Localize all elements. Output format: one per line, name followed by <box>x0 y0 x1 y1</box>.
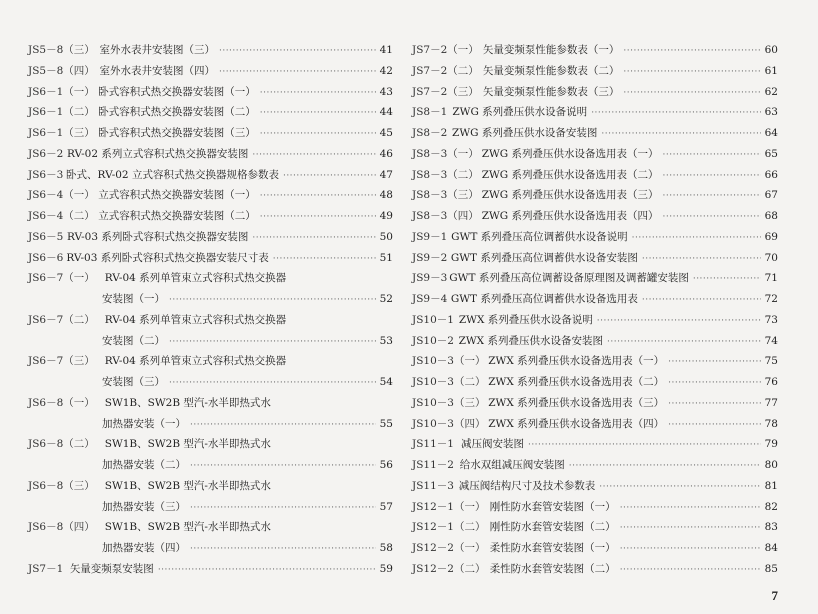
dot-leader <box>190 415 376 436</box>
entry-page-number: 51 <box>379 251 393 264</box>
toc-entry <box>412 144 778 165</box>
toc-entry <box>28 165 393 186</box>
entry-code: JS8－3（四） <box>412 210 479 222</box>
toc-entry <box>412 434 778 455</box>
toc-entry <box>412 372 778 393</box>
entry-page-number: 44 <box>379 106 393 119</box>
entry-page-number: 41 <box>379 44 393 56</box>
entry-page-number: 45 <box>379 127 393 139</box>
entry-page-number: 67 <box>764 189 778 202</box>
entry-page-number: 75 <box>764 355 778 368</box>
toc-entry <box>412 123 778 144</box>
entry-code: JS6－8（三） <box>28 479 95 492</box>
entry-title: ZWG 系列叠压供水设备选用表（二） <box>481 168 659 181</box>
entry-page-number: 73 <box>764 313 778 326</box>
toc-entry <box>412 82 778 103</box>
entry-code: JS5－8（三） <box>28 44 95 56</box>
toc-entry <box>412 102 778 123</box>
dot-leader <box>190 456 376 477</box>
entry-page-number: 72 <box>764 293 778 305</box>
dot-leader <box>601 124 760 145</box>
entry-title: ZWG 系列叠压供水设备选用表（三） <box>481 189 659 202</box>
entry-page-number: 80 <box>764 459 778 471</box>
entry-title: RV-04 系列单管束立式容积式热交换器 <box>104 313 287 326</box>
entry-page-number: 59 <box>379 562 393 575</box>
entry-code: JS11－3 <box>412 479 454 492</box>
dot-leader <box>158 560 376 581</box>
entry-page-number: 57 <box>379 500 393 513</box>
toc-entry <box>28 455 393 476</box>
entry-code: JS12－2（二） <box>412 562 486 575</box>
entry-title: RV-04 系列单管束立式容积式热交换器 <box>104 272 287 285</box>
entry-title: 加热器安装（二） <box>102 459 186 471</box>
dot-leader <box>620 518 761 539</box>
toc-entry <box>28 351 393 372</box>
entry-code: JS12－1（二） <box>412 521 486 534</box>
entry-title: 加热器安装（三） <box>102 500 186 513</box>
entry-page-number: 65 <box>764 147 778 160</box>
entry-code: JS12－1（一） <box>412 500 486 513</box>
toc-entry <box>28 248 393 269</box>
entry-code: JS12－2（一） <box>412 542 486 554</box>
toc-entry <box>412 289 778 310</box>
toc-entry <box>412 393 778 414</box>
toc-entry <box>412 185 778 206</box>
entry-page-number: 60 <box>764 44 778 56</box>
entry-title: 加热器安装（一） <box>102 417 186 430</box>
dot-leader <box>663 166 761 187</box>
entry-page-number: 68 <box>764 210 778 222</box>
toc-entry <box>412 476 778 497</box>
entry-title: 室外水表井安装图（四） <box>99 64 215 77</box>
toc-entry <box>28 102 393 123</box>
entry-title: 矢量变频泵性能参数表（二） <box>482 64 620 77</box>
entry-page-number: 62 <box>764 85 778 98</box>
entry-page-number: 83 <box>764 521 778 534</box>
toc-entry <box>28 206 393 227</box>
dot-leader <box>642 249 761 270</box>
entry-title: 柔性防水套管安装图（二） <box>489 562 616 575</box>
toc-entry <box>412 268 778 289</box>
toc-entry <box>28 144 393 165</box>
entry-code: JS9－3 <box>412 272 448 285</box>
dot-leader <box>190 498 376 519</box>
entry-page-number: 63 <box>764 106 778 119</box>
dot-leader <box>169 332 376 353</box>
toc-right-column <box>412 40 778 580</box>
entry-page-number: 71 <box>764 272 778 285</box>
entry-title: ZWX 系列叠压供水设备安装图 <box>458 334 603 347</box>
dot-leader <box>663 207 761 228</box>
entry-title: GWT 系列叠压高位调蓄供水设备说明 <box>451 230 628 243</box>
toc-entry <box>412 206 778 227</box>
entry-page-number: 47 <box>379 168 393 181</box>
entry-page-number: 61 <box>764 64 778 77</box>
entry-code: JS7－2（一） <box>412 44 479 56</box>
toc-entry <box>412 559 778 580</box>
toc-left-column <box>28 40 393 580</box>
dot-leader <box>252 145 375 166</box>
entry-title: SW1B、SW2B 型汽-水半即热式水 <box>104 438 271 451</box>
entry-code: JS6－3 <box>28 168 64 181</box>
entry-title: GWT 系列叠压高位调蓄设备原理图及调蓄罐安装图 <box>449 272 689 285</box>
toc-entry <box>28 559 393 580</box>
entry-code: JS6－1（一） <box>28 85 95 98</box>
entry-code: JS6－1（三） <box>28 127 95 139</box>
toc-entry <box>28 393 393 414</box>
entry-page-number: 81 <box>764 479 778 492</box>
entry-code: JS11－2 <box>412 459 454 471</box>
entry-title: 刚性防水套管安装图（二） <box>489 521 616 534</box>
dot-leader <box>599 477 760 498</box>
toc-entry <box>412 227 778 248</box>
toc-entry <box>28 61 393 82</box>
entry-code: JS6－2 <box>28 147 64 160</box>
toc-entry <box>412 455 778 476</box>
entry-code: JS10－1 <box>412 313 454 326</box>
entry-code: JS6－7（三） <box>28 355 95 368</box>
entry-title: RV-03 系列卧式容积式热交换器安装图 <box>66 230 249 243</box>
entry-title: 加热器安装（四） <box>102 542 186 554</box>
entry-code: JS10－3（四） <box>412 417 486 430</box>
entry-page-number: 66 <box>764 168 778 181</box>
entry-page-number: 48 <box>379 189 393 202</box>
entry-code: JS5－8（四） <box>28 64 95 77</box>
dot-leader <box>260 207 376 228</box>
entry-page-number: 53 <box>379 334 393 347</box>
dot-leader <box>642 290 761 311</box>
entry-title: ZWX 系列叠压供水设备选用表（一） <box>488 355 665 368</box>
entry-title: 卧式、RV-02 立式容积式热交换器规格参数表 <box>66 168 279 181</box>
entry-page-number: 50 <box>379 230 393 243</box>
entry-title: RV-02 系列立式容积式热交换器安装图 <box>66 147 249 160</box>
entry-title: 卧式容积式热交换器安装图（一） <box>98 85 256 98</box>
entry-code: JS9－2 <box>412 251 448 264</box>
entry-title: 矢量变频泵性能参数表（一） <box>482 44 620 56</box>
toc-entry <box>412 497 778 518</box>
dot-leader <box>668 415 760 436</box>
entry-title: ZWX 系列叠压供水设备说明 <box>458 313 593 326</box>
entry-title: 立式容积式热交换器安装图（二） <box>98 210 256 222</box>
entry-title: ZWG 系列叠压供水设备说明 <box>452 106 588 119</box>
dot-leader <box>668 373 760 394</box>
entry-code: JS11－1 <box>412 438 454 451</box>
entry-page-number: 43 <box>379 85 393 98</box>
dot-leader <box>668 394 760 415</box>
dot-leader <box>668 352 760 373</box>
entry-page-number: 77 <box>764 396 778 409</box>
toc-entry <box>28 331 393 352</box>
dot-leader <box>169 290 376 311</box>
entry-code: JS6－8（二） <box>28 438 95 451</box>
entry-page-number: 69 <box>764 230 778 243</box>
entry-title: SW1B、SW2B 型汽-水半即热式水 <box>104 521 271 534</box>
entry-title: 刚性防水套管安装图（一） <box>489 500 616 513</box>
entry-title: 矢量变频泵性能参数表（三） <box>482 85 620 98</box>
entry-page-number: 56 <box>379 459 393 471</box>
entry-title: 减压阀安装图 <box>460 438 524 451</box>
entry-code: JS6－8（四） <box>28 521 95 534</box>
dot-leader <box>591 103 760 124</box>
entry-page-number: 52 <box>379 293 393 305</box>
dot-leader <box>260 124 376 145</box>
entry-code: JS6－5 <box>28 230 64 243</box>
entry-page-number: 64 <box>764 127 778 139</box>
toc-entry <box>412 310 778 331</box>
dot-leader <box>528 435 761 456</box>
toc-entry <box>28 289 393 310</box>
entry-code: JS9－1 <box>412 230 448 243</box>
entry-title: ZWX 系列叠压供水设备选用表（二） <box>488 376 665 388</box>
dot-leader <box>569 456 761 477</box>
entry-title: 立式容积式热交换器安装图（一） <box>98 189 256 202</box>
toc-entry <box>28 185 393 206</box>
dot-leader <box>260 83 376 104</box>
entry-code: JS6－6 <box>28 251 64 264</box>
entry-title: SW1B、SW2B 型汽-水半即热式水 <box>104 479 271 492</box>
entry-code: JS8－2 <box>412 127 448 139</box>
dot-leader <box>219 41 376 62</box>
dot-leader <box>260 186 376 207</box>
entry-title: 柔性防水套管安装图（一） <box>489 542 616 554</box>
entry-title: GWT 系列叠压高位调蓄供水设备选用表 <box>450 293 638 305</box>
toc-entry <box>28 517 393 538</box>
entry-code: JS6－7（二） <box>28 313 95 326</box>
entry-page-number: 78 <box>764 417 778 430</box>
dot-leader <box>597 311 761 332</box>
toc-entry <box>28 123 393 144</box>
dot-leader <box>252 228 375 249</box>
dot-leader <box>623 62 760 83</box>
entry-page-number: 76 <box>764 376 778 388</box>
entry-title: 给水双组减压阀安装图 <box>459 459 565 471</box>
dot-leader <box>260 103 376 124</box>
dot-leader <box>169 373 376 394</box>
toc-entry <box>28 310 393 331</box>
entry-page-number: 70 <box>764 251 778 264</box>
entry-code: JS8－3（二） <box>412 168 479 181</box>
entry-title: 安装图（一） <box>102 293 165 305</box>
dot-leader <box>693 269 761 290</box>
toc-entry <box>28 414 393 435</box>
toc-entry <box>28 476 393 497</box>
toc-entry <box>28 497 393 518</box>
dot-leader <box>632 228 761 249</box>
entry-code: JS8－3（三） <box>412 189 479 202</box>
toc-entry <box>28 40 393 61</box>
entry-title: ZWX 系列叠压供水设备选用表（三） <box>488 396 665 409</box>
toc-entry <box>28 227 393 248</box>
entry-page-number: 54 <box>379 376 393 388</box>
toc-entry <box>412 248 778 269</box>
entry-code: JS6－8（一） <box>28 396 95 409</box>
dot-leader <box>620 498 761 519</box>
entry-title: 安装图（二） <box>102 334 165 347</box>
entry-title: ZWG 系列叠压供水设备选用表（一） <box>481 147 659 160</box>
toc-entry <box>28 372 393 393</box>
entry-code: JS8－3（一） <box>412 147 479 160</box>
entry-page-number: 84 <box>764 542 778 554</box>
toc-entry <box>412 538 778 559</box>
toc-entry <box>28 268 393 289</box>
dot-leader <box>283 166 376 187</box>
dot-leader <box>623 41 760 62</box>
entry-title: SW1B、SW2B 型汽-水半即热式水 <box>104 396 271 409</box>
entry-code: JS6－4（一） <box>28 189 95 202</box>
entry-code: JS6－4（二） <box>28 210 95 222</box>
entry-title: 减压阀结构尺寸及技术参数表 <box>458 479 596 492</box>
entry-title: ZWG 系列叠压供水设备安装图 <box>452 127 598 139</box>
entry-code: JS7－1 <box>28 562 64 575</box>
entry-page-number: 79 <box>764 438 778 451</box>
dot-leader <box>190 539 376 560</box>
dot-leader <box>273 249 376 270</box>
dot-leader <box>663 186 761 207</box>
entry-page-number: 74 <box>764 334 778 347</box>
toc-entry <box>412 351 778 372</box>
entry-code: JS10－3（二） <box>412 376 486 388</box>
toc-entry <box>412 331 778 352</box>
entry-title: 卧式容积式热交换器安装图（三） <box>98 127 256 139</box>
entry-code: JS10－3（一） <box>412 355 486 368</box>
entry-title: GWT 系列叠压高位调蓄供水设备安装图 <box>450 251 638 264</box>
toc-entry <box>412 40 778 61</box>
entry-page-number: 46 <box>379 147 393 160</box>
entry-title: RV-03 系列卧式容积式热交换器安装尺寸表 <box>66 251 269 264</box>
entry-page-number: 85 <box>764 562 778 575</box>
entry-title: RV-04 系列单管束立式容积式热交换器 <box>104 355 287 368</box>
entry-code: JS6－1（二） <box>28 106 95 119</box>
page-number: 7 <box>771 588 778 603</box>
entry-code: JS8－1 <box>412 106 448 119</box>
entry-code: JS10－3（三） <box>412 396 486 409</box>
dot-leader <box>620 539 761 560</box>
dot-leader <box>620 560 761 581</box>
entry-page-number: 49 <box>379 210 393 222</box>
entry-title: 室外水表井安装图（三） <box>99 44 215 56</box>
entry-title: 卧式容积式热交换器安装图（二） <box>98 106 256 119</box>
toc-entry <box>28 82 393 103</box>
entry-title: 安装图（三） <box>102 376 165 388</box>
entry-page-number: 42 <box>379 64 393 77</box>
entry-code: JS7－2（二） <box>412 64 479 77</box>
toc-entry <box>412 61 778 82</box>
toc-entry <box>28 434 393 455</box>
entry-code: JS6－7（一） <box>28 272 95 285</box>
entry-page-number: 82 <box>764 500 778 513</box>
entry-title: 矢量变频泵安装图 <box>69 562 154 575</box>
toc-entry <box>412 414 778 435</box>
entry-title: ZWG 系列叠压供水设备选用表（四） <box>481 210 659 222</box>
entry-code: JS7－2（三） <box>412 85 479 98</box>
entry-page-number: 55 <box>379 417 393 430</box>
entry-code: JS10－2 <box>412 334 454 347</box>
entry-code: JS9－4 <box>412 293 448 305</box>
toc-entry <box>412 165 778 186</box>
entry-page-number: 58 <box>379 542 393 554</box>
dot-leader <box>623 83 760 104</box>
dot-leader <box>607 332 761 353</box>
toc-entry <box>412 517 778 538</box>
entry-title: ZWX 系列叠压供水设备选用表（四） <box>488 417 665 430</box>
dot-leader <box>663 145 761 166</box>
toc-entry <box>28 538 393 559</box>
dot-leader <box>219 62 376 83</box>
